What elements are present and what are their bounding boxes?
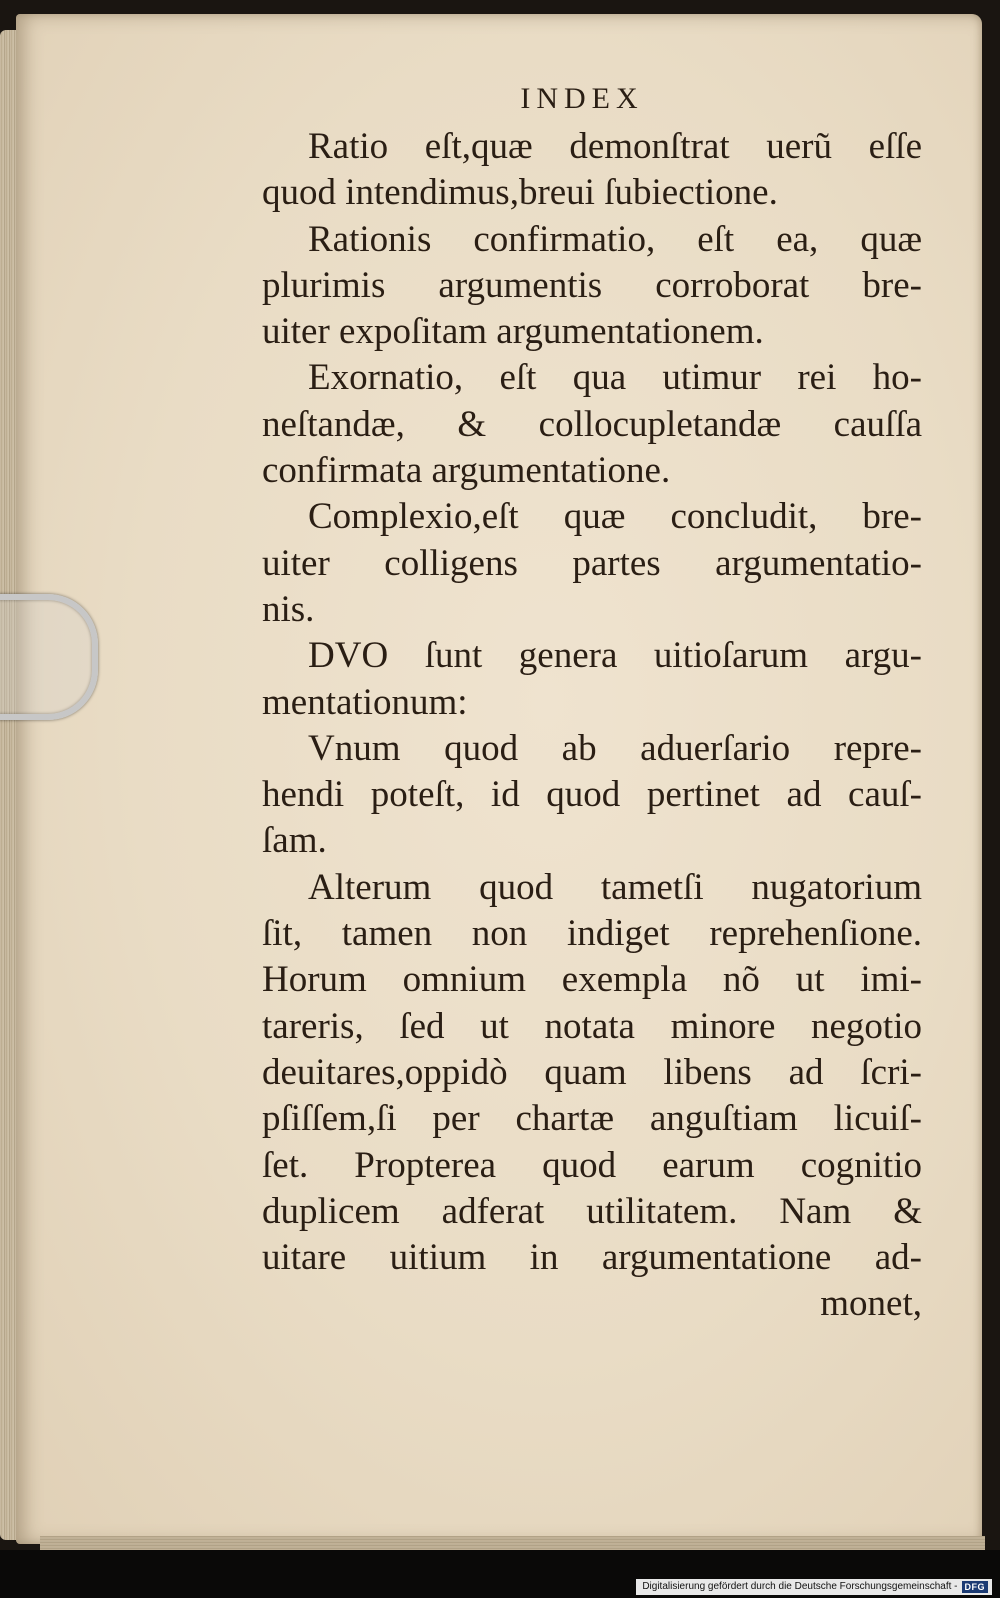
- text-line: DVO ſunt genera uitioſarum argu-: [308, 635, 922, 677]
- text-line: deuitares,oppidò quam libens ad ſcri-: [262, 1051, 922, 1093]
- page-clip: [0, 594, 98, 720]
- text-line: neſtandæ, & collocupletandæ cauſſa: [262, 403, 922, 445]
- footer-bar: [0, 1550, 1000, 1598]
- text-line: uitare uitium in argumentatione ad-: [262, 1237, 922, 1279]
- credit-text: Digitalisierung gefördert durch die Deutsche Forschungsgemeinschaft -: [642, 1581, 958, 1592]
- text-line: confirmata argumentatione.: [262, 450, 671, 492]
- text-line: pſiſſem,ſi per chartæ anguſtiam licuiſ-: [262, 1098, 922, 1140]
- text-line: Horum omnium exempla nõ ut imi-: [262, 959, 922, 1001]
- text-lines: [262, 124, 922, 1328]
- text-line: Exornatio, eſt qua utimur rei ho-: [308, 357, 922, 399]
- text-line: uiter colligens partes argumentatio-: [262, 542, 922, 584]
- text-line: ſit, tamen non indiget reprehenſione.: [262, 913, 922, 955]
- page-bottom-edge: [40, 1536, 985, 1550]
- text-line: ſam.: [262, 820, 327, 862]
- text-line: quod intendimus,breui ſubiectione.: [262, 172, 778, 214]
- text-line: plurimis argumentis corroborat bre-: [262, 264, 922, 306]
- catchword: monet,: [820, 1283, 922, 1325]
- text-line: Rationis confirmatio, eſt ea, quæ: [308, 218, 922, 260]
- text-line: Complexio,eſt quæ concludit, bre-: [308, 496, 922, 538]
- text-line: duplicem adferat utilitatem. Nam &: [262, 1190, 922, 1232]
- text-line: Vnum quod ab aduerſario repre-: [308, 727, 922, 769]
- dfg-logo-icon: DFG: [962, 1581, 989, 1593]
- text-line: ſet. Propterea quod earum cognitio: [262, 1144, 922, 1186]
- text-block: [262, 82, 922, 1328]
- running-head: INDEX: [520, 82, 644, 115]
- text-line: hendi poteſt, id quod pertinet ad cauſ-: [262, 774, 922, 816]
- text-line: mentationum:: [262, 681, 468, 723]
- text-line: uiter expoſitam argumentationem.: [262, 311, 764, 353]
- text-line: nis.: [262, 588, 315, 630]
- text-line: tareris, ſed ut notata minore negotio: [262, 1005, 922, 1047]
- text-line: Ratio eſt,quæ demonſtrat uerũ eſſe: [308, 126, 922, 167]
- text-line: Alterum quod tametſi nugatorium: [308, 866, 922, 908]
- funding-credit: [636, 1579, 992, 1595]
